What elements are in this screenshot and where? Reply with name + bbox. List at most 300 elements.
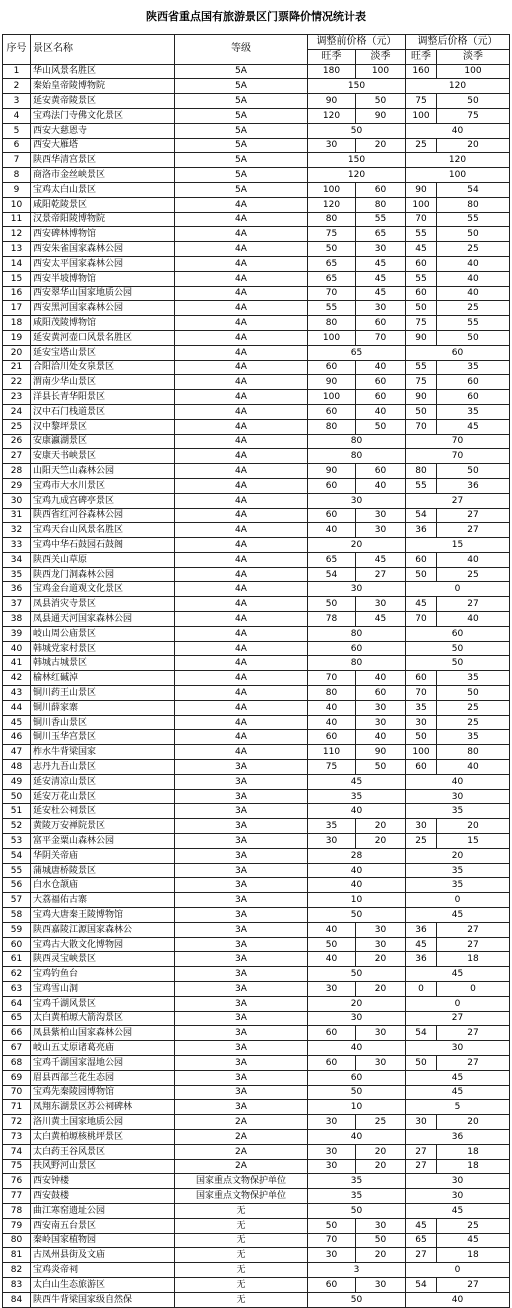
price-before-off: 30	[356, 700, 406, 715]
scenic-grade: 5A	[175, 94, 308, 109]
price-before-off: 45	[356, 612, 406, 627]
table-row	[3, 301, 510, 316]
scenic-grade: 2A	[175, 1115, 308, 1130]
price-before-peak: 80	[308, 686, 356, 701]
price-after-off: 27	[437, 1277, 510, 1292]
price-before: 20	[308, 538, 406, 553]
row-number: 75	[3, 1159, 31, 1174]
scenic-grade: 4A	[175, 478, 308, 493]
scenic-name: 宝鸡千湖国家湿地公园	[31, 1055, 175, 1070]
price-after-peak: 50	[406, 567, 437, 582]
price-before-peak: 120	[308, 197, 356, 212]
row-number: 73	[3, 1129, 31, 1144]
price-after-peak: 27	[406, 1248, 437, 1263]
scenic-grade: 无	[175, 1203, 308, 1218]
scenic-grade: 4A	[175, 567, 308, 582]
scenic-grade: 5A	[175, 108, 308, 123]
price-after-peak: 50	[406, 301, 437, 316]
scenic-grade: 5A	[175, 168, 308, 183]
price-before-off: 50	[356, 760, 406, 775]
price-after-peak: 70	[406, 686, 437, 701]
scenic-name: 铜川香山景区	[31, 715, 175, 730]
table-row	[3, 271, 510, 286]
row-number: 24	[3, 404, 31, 419]
price-before-peak: 110	[308, 745, 356, 760]
price-after: 45	[406, 1070, 510, 1085]
price-after-peak: 25	[406, 138, 437, 153]
price-before-off: 80	[356, 197, 406, 212]
price-before: 40	[308, 863, 406, 878]
table-row	[3, 834, 510, 849]
header-after: 调整后价格（元）	[406, 35, 510, 50]
row-number: 81	[3, 1248, 31, 1263]
price-before-off: 50	[356, 419, 406, 434]
table-row	[3, 168, 510, 183]
row-number: 72	[3, 1115, 31, 1130]
scenic-grade: 3A	[175, 774, 308, 789]
price-before-off: 40	[356, 404, 406, 419]
price-after-peak: 60	[406, 286, 437, 301]
price-before: 35	[308, 1174, 406, 1189]
scenic-grade: 4A	[175, 390, 308, 405]
price-after-off: 25	[437, 1218, 510, 1233]
price-after-peak: 45	[406, 1218, 437, 1233]
price-after-peak: 35	[406, 700, 437, 715]
price-after-peak: 30	[406, 819, 437, 834]
price-after-off: 60	[437, 390, 510, 405]
price-after-off: 18	[437, 1159, 510, 1174]
scenic-grade: 4A	[175, 449, 308, 464]
price-after-off: 45	[437, 419, 510, 434]
price-before-peak: 78	[308, 612, 356, 627]
scenic-name: 太白黄柏塬大箭沟景区	[31, 1011, 175, 1026]
scenic-grade: 5A	[175, 79, 308, 94]
scenic-grade: 4A	[175, 464, 308, 479]
table-row	[3, 641, 510, 656]
scenic-name: 凤翔东湖景区苏公祠碑林	[31, 1100, 175, 1115]
price-after-off: 0	[437, 982, 510, 997]
price-after-off: 40	[437, 612, 510, 627]
price-after-peak: 90	[406, 330, 437, 345]
table-row	[3, 242, 510, 257]
price-before-peak: 60	[308, 478, 356, 493]
scenic-name: 宝鸡九成宫碑亭景区	[31, 493, 175, 508]
row-number: 20	[3, 345, 31, 360]
table-row	[3, 656, 510, 671]
scenic-grade: 4A	[175, 552, 308, 567]
price-before-peak: 30	[308, 834, 356, 849]
price-before-off: 20	[356, 819, 406, 834]
table-row	[3, 996, 510, 1011]
price-after-peak: 0	[406, 982, 437, 997]
price-before-off: 20	[356, 952, 406, 967]
table-row	[3, 789, 510, 804]
table-row	[3, 538, 510, 553]
table-row	[3, 863, 510, 878]
price-after: 30	[406, 1189, 510, 1204]
scenic-name: 合阳洽川处女泉景区	[31, 360, 175, 375]
price-before-peak: 54	[308, 567, 356, 582]
table-row	[3, 138, 510, 153]
row-number: 80	[3, 1233, 31, 1248]
scenic-grade: 4A	[175, 212, 308, 227]
scenic-grade: 3A	[175, 996, 308, 1011]
scenic-name: 延安万花山景区	[31, 789, 175, 804]
scenic-grade: 4A	[175, 582, 308, 597]
scenic-grade: 2A	[175, 1129, 308, 1144]
price-after-peak: 30	[406, 1115, 437, 1130]
scenic-grade: 2A	[175, 1159, 308, 1174]
scenic-grade: 3A	[175, 1041, 308, 1056]
price-after-peak: 45	[406, 597, 437, 612]
price-after-peak: 75	[406, 316, 437, 331]
scenic-grade: 4A	[175, 345, 308, 360]
price-before-peak: 60	[308, 1055, 356, 1070]
price-after-peak: 60	[406, 760, 437, 775]
scenic-name: 汉景帝阳陵博物院	[31, 212, 175, 227]
scenic-grade: 4A	[175, 538, 308, 553]
price-before-peak: 100	[308, 390, 356, 405]
row-number: 46	[3, 730, 31, 745]
table-row	[3, 582, 510, 597]
scenic-grade: 4A	[175, 404, 308, 419]
header-before-peak: 旺季	[308, 49, 356, 64]
scenic-grade: 5A	[175, 138, 308, 153]
table-row	[3, 804, 510, 819]
scenic-name: 山阳天竺山森林公园	[31, 464, 175, 479]
price-before: 80	[308, 656, 406, 671]
scenic-name: 渭南少华山景区	[31, 375, 175, 390]
scenic-grade: 3A	[175, 1070, 308, 1085]
scenic-name: 白水仓颉庙	[31, 878, 175, 893]
price-after: 35	[406, 878, 510, 893]
price-after-peak: 70	[406, 612, 437, 627]
row-number: 66	[3, 1026, 31, 1041]
row-number: 10	[3, 197, 31, 212]
row-number: 30	[3, 493, 31, 508]
price-before-off: 70	[356, 330, 406, 345]
scenic-grade: 无	[175, 1248, 308, 1263]
scenic-name: 太白黄柏塬核桃坪景区	[31, 1129, 175, 1144]
scenic-name: 洛川黄土国家地质公园	[31, 1115, 175, 1130]
table-row	[3, 893, 510, 908]
scenic-grade: 4A	[175, 375, 308, 390]
price-after-off: 25	[437, 715, 510, 730]
price-before-off: 90	[356, 108, 406, 123]
page-title: 陕西省重点国有旅游景区门票降价情况统计表	[146, 10, 366, 23]
table-row	[3, 1203, 510, 1218]
row-number: 15	[3, 271, 31, 286]
price-before: 50	[308, 1292, 406, 1307]
price-after: 45	[406, 908, 510, 923]
row-number: 18	[3, 316, 31, 331]
scenic-grade: 3A	[175, 952, 308, 967]
price-after: 36	[406, 1129, 510, 1144]
price-after-off: 40	[437, 256, 510, 271]
price-before-off: 20	[356, 138, 406, 153]
scenic-name: 大荔福佑古寨	[31, 893, 175, 908]
scenic-grade: 3A	[175, 908, 308, 923]
price-before-peak: 35	[308, 819, 356, 834]
scenic-name: 陕西嘉陵江源国家森林公	[31, 922, 175, 937]
price-before: 60	[308, 1070, 406, 1085]
price-before-off: 45	[356, 256, 406, 271]
price-before-off: 60	[356, 375, 406, 390]
row-number: 9	[3, 182, 31, 197]
scenic-grade: 无	[175, 1277, 308, 1292]
price-before: 65	[308, 345, 406, 360]
row-number: 68	[3, 1055, 31, 1070]
row-number: 6	[3, 138, 31, 153]
price-before-off: 30	[356, 1026, 406, 1041]
price-after-off: 27	[437, 937, 510, 952]
scenic-grade: 3A	[175, 922, 308, 937]
scenic-grade: 3A	[175, 760, 308, 775]
price-before-off: 100	[356, 64, 406, 79]
price-after-peak: 36	[406, 952, 437, 967]
scenic-name: 宝鸡大唐秦王陵博物馆	[31, 908, 175, 923]
scenic-grade: 国家重点文物保护单位	[175, 1174, 308, 1189]
scenic-grade: 无	[175, 1263, 308, 1278]
table-row	[3, 64, 510, 79]
table-row	[3, 390, 510, 405]
scenic-name: 宝鸡中华石鼓园石鼓阁	[31, 538, 175, 553]
price-after: 120	[406, 153, 510, 168]
row-number: 62	[3, 967, 31, 982]
price-before-off: 65	[356, 227, 406, 242]
price-before-peak: 90	[308, 464, 356, 479]
price-before-peak: 40	[308, 700, 356, 715]
price-before-peak: 40	[308, 715, 356, 730]
price-after: 50	[406, 641, 510, 656]
price-after-peak: 90	[406, 182, 437, 197]
price-after: 0	[406, 1263, 510, 1278]
table-row	[3, 360, 510, 375]
table-row	[3, 686, 510, 701]
scenic-grade: 4A	[175, 197, 308, 212]
price-before-peak: 70	[308, 671, 356, 686]
scenic-name: 太白药王谷风景区	[31, 1144, 175, 1159]
price-after-peak: 160	[406, 64, 437, 79]
row-number: 52	[3, 819, 31, 834]
price-before-peak: 60	[308, 404, 356, 419]
price-after: 45	[406, 1203, 510, 1218]
price-after-off: 36	[437, 478, 510, 493]
price-before-off: 30	[356, 922, 406, 937]
price-after: 35	[406, 863, 510, 878]
table-row	[3, 197, 510, 212]
table-row	[3, 375, 510, 390]
price-before-peak: 60	[308, 730, 356, 745]
header-after-off: 淡季	[437, 49, 510, 64]
price-before-off: 60	[356, 686, 406, 701]
table-row	[3, 1292, 510, 1307]
row-number: 57	[3, 893, 31, 908]
price-before: 80	[308, 626, 406, 641]
price-after-peak: 100	[406, 197, 437, 212]
price-before: 10	[308, 1100, 406, 1115]
price-after: 40	[406, 774, 510, 789]
price-after: 40	[406, 123, 510, 138]
row-number: 82	[3, 1263, 31, 1278]
price-before-off: 30	[356, 1218, 406, 1233]
price-before: 150	[308, 79, 406, 94]
table-row	[3, 1011, 510, 1026]
table-row	[3, 745, 510, 760]
scenic-name: 宝鸡炎帝祠	[31, 1263, 175, 1278]
row-number: 16	[3, 286, 31, 301]
price-before: 80	[308, 449, 406, 464]
price-after-off: 40	[437, 760, 510, 775]
row-number: 17	[3, 301, 31, 316]
scenic-name: 西安碑林博物馆	[31, 227, 175, 242]
scenic-grade: 3A	[175, 1100, 308, 1115]
price-before-off: 30	[356, 715, 406, 730]
price-after-off: 35	[437, 404, 510, 419]
price-after: 0	[406, 996, 510, 1011]
table-row	[3, 419, 510, 434]
price-after-off: 55	[437, 316, 510, 331]
row-number: 27	[3, 449, 31, 464]
price-after: 35	[406, 804, 510, 819]
table-row	[3, 774, 510, 789]
price-before-peak: 50	[308, 1218, 356, 1233]
price-before-peak: 50	[308, 937, 356, 952]
price-after: 60	[406, 626, 510, 641]
table-row	[3, 715, 510, 730]
scenic-grade: 4A	[175, 671, 308, 686]
table-row	[3, 1233, 510, 1248]
price-after-peak: 45	[406, 937, 437, 952]
price-before-off: 30	[356, 937, 406, 952]
table-row	[3, 597, 510, 612]
scenic-name: 西安朱雀国家森林公园	[31, 242, 175, 257]
price-after-peak: 70	[406, 419, 437, 434]
price-after-peak: 55	[406, 360, 437, 375]
price-after: 70	[406, 434, 510, 449]
price-before: 40	[308, 878, 406, 893]
scenic-grade: 4A	[175, 508, 308, 523]
price-before-peak: 40	[308, 523, 356, 538]
row-number: 26	[3, 434, 31, 449]
price-after-off: 40	[437, 271, 510, 286]
scenic-name: 宝鸡钓鱼台	[31, 967, 175, 982]
price-after-peak: 75	[406, 94, 437, 109]
scenic-name: 宝鸡金台道观文化景区	[31, 582, 175, 597]
row-number: 39	[3, 626, 31, 641]
table-row	[3, 937, 510, 952]
price-after-peak: 30	[406, 715, 437, 730]
scenic-grade: 4A	[175, 286, 308, 301]
price-before-peak: 30	[308, 138, 356, 153]
price-after-peak: 54	[406, 1277, 437, 1292]
scenic-grade: 5A	[175, 123, 308, 138]
scenic-name: 陕西牛背梁国家级自然保	[31, 1292, 175, 1307]
row-number: 36	[3, 582, 31, 597]
price-after-peak: 25	[406, 834, 437, 849]
scenic-name: 眉县西部兰花生态园	[31, 1070, 175, 1085]
price-before: 35	[308, 1189, 406, 1204]
price-after-peak: 55	[406, 271, 437, 286]
scenic-name: 延安杜公祠景区	[31, 804, 175, 819]
price-before-off: 30	[356, 523, 406, 538]
price-before: 80	[308, 434, 406, 449]
price-after-off: 27	[437, 922, 510, 937]
scenic-name: 洋县长青华阳景区	[31, 390, 175, 405]
price-after: 30	[406, 1174, 510, 1189]
table-row	[3, 123, 510, 138]
price-before: 40	[308, 1041, 406, 1056]
price-before: 3	[308, 1263, 406, 1278]
table-row	[3, 286, 510, 301]
row-number: 49	[3, 774, 31, 789]
price-before-peak: 90	[308, 375, 356, 390]
price-after: 60	[406, 345, 510, 360]
price-before-peak: 60	[308, 1277, 356, 1292]
price-after-off: 27	[437, 597, 510, 612]
header-no: 序号	[3, 35, 31, 65]
table-row	[3, 523, 510, 538]
row-number: 7	[3, 153, 31, 168]
price-before-peak: 30	[308, 1115, 356, 1130]
price-before-off: 50	[356, 1233, 406, 1248]
price-table	[2, 34, 510, 1308]
table-row	[3, 330, 510, 345]
price-after-peak: 27	[406, 1144, 437, 1159]
scenic-grade: 3A	[175, 1085, 308, 1100]
row-number: 23	[3, 390, 31, 405]
scenic-name: 西安黑河国家森林公园	[31, 301, 175, 316]
row-number: 31	[3, 508, 31, 523]
price-after-off: 75	[437, 108, 510, 123]
price-after-peak: 27	[406, 1159, 437, 1174]
table-row	[3, 1277, 510, 1292]
price-before-off: 30	[356, 597, 406, 612]
scenic-name: 宝鸡法门寺佛文化景区	[31, 108, 175, 123]
row-number: 64	[3, 996, 31, 1011]
scenic-name: 凤县通天河国家森林公园	[31, 612, 175, 627]
scenic-name: 韩城党家村景区	[31, 641, 175, 656]
table-row	[3, 1026, 510, 1041]
scenic-name: 岐山周公庙景区	[31, 626, 175, 641]
scenic-name: 咸阳茂陵博物馆	[31, 316, 175, 331]
price-after-off: 18	[437, 952, 510, 967]
price-before-peak: 70	[308, 1233, 356, 1248]
price-after-off: 50	[437, 227, 510, 242]
price-before-off: 45	[356, 286, 406, 301]
row-number: 37	[3, 597, 31, 612]
price-after-off: 80	[437, 745, 510, 760]
price-before-peak: 180	[308, 64, 356, 79]
price-after-off: 60	[437, 375, 510, 390]
table-row	[3, 1263, 510, 1278]
row-number: 69	[3, 1070, 31, 1085]
scenic-name: 宝鸡雪山洞	[31, 982, 175, 997]
row-number: 48	[3, 760, 31, 775]
scenic-name: 西安翠华山国家地质公园	[31, 286, 175, 301]
scenic-name: 西安半坡博物馆	[31, 271, 175, 286]
table-row	[3, 404, 510, 419]
row-number: 43	[3, 686, 31, 701]
price-before-peak: 80	[308, 419, 356, 434]
price-before-off: 60	[356, 316, 406, 331]
price-after: 5	[406, 1100, 510, 1115]
price-before-off: 50	[356, 94, 406, 109]
header-row	[3, 35, 510, 50]
scenic-name: 岐山五丈原诸葛亮庙	[31, 1041, 175, 1056]
row-number: 74	[3, 1144, 31, 1159]
price-after-peak: 54	[406, 1026, 437, 1041]
